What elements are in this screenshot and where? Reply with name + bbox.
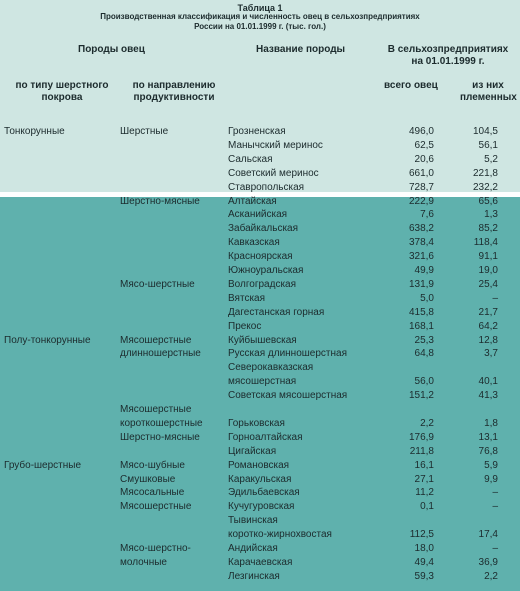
cell-total-sheep: 62,5	[414, 139, 434, 151]
cell-total-sheep: 176,9	[408, 431, 434, 443]
cell-pedigree: 41,3	[478, 390, 498, 402]
cell-breed-name: Ставропольская	[228, 181, 305, 193]
cell-total-sheep: 131,9	[408, 278, 434, 290]
cell-breed-name: Красноярская	[228, 251, 293, 263]
cell-breed-name: Южноуральская	[228, 265, 304, 276]
cell-breed-name: Северокавказская	[228, 362, 314, 374]
cell-breed-name: Вятская	[228, 292, 266, 304]
cell-pedigree: 232,2	[472, 181, 498, 193]
cell-total-sheep: 7,6	[420, 209, 434, 221]
cell-productivity: Шерстно-мясные	[120, 431, 200, 443]
cell-breed-name: коротко-жирнохвостая	[228, 529, 332, 541]
cell-productivity: короткошерстные	[120, 417, 203, 429]
cell-breed-name: Манычский меринос	[228, 139, 323, 151]
cell-pedigree: 21,7	[478, 306, 498, 318]
cell-total-sheep: 18,0	[414, 543, 434, 554]
cell-productivity: Мясошерстные	[120, 404, 192, 415]
cell-total-sheep: 11,2	[415, 487, 434, 499]
cell-pedigree: –	[492, 501, 498, 513]
cell-breed-name: Русская длинношерстная	[228, 348, 347, 360]
cell-breed-name: Сальская	[228, 153, 273, 165]
cell-total-sheep: 378,4	[408, 237, 434, 249]
cell-breed-name: Цигайская	[228, 445, 277, 457]
cell-breed-name: Советская мясошерстная	[228, 390, 348, 402]
cell-pedigree: 17,4	[478, 529, 498, 541]
cell-breed-name: Советский меринос	[228, 167, 319, 179]
table-number: Таблица 1	[237, 3, 283, 13]
cell-productivity: Шерстные	[120, 126, 169, 137]
cell-wool-type: Тонкорунные	[4, 126, 65, 137]
cell-wool-type: Грубо-шерстные	[4, 459, 82, 471]
cell-pedigree: 221,8	[472, 167, 498, 179]
cell-total-sheep: 25,3	[414, 334, 434, 346]
cell-pedigree: 40,1	[478, 376, 498, 388]
header-by-wool-line2: покрова	[41, 92, 83, 103]
cell-breed-name: Лезгинская	[228, 570, 280, 582]
cell-productivity: Мясо-шубные	[120, 459, 185, 471]
cell-total-sheep: 151,2	[408, 390, 434, 402]
cell-breed-name: Асканийская	[228, 209, 288, 221]
cell-pedigree: 64,2	[478, 320, 498, 332]
cell-total-sheep: 415,8	[408, 306, 434, 318]
cell-total-sheep: 728,7	[408, 181, 434, 193]
cell-breed-name: Волгоградская	[228, 278, 297, 290]
cell-pedigree: 3,7	[484, 348, 498, 360]
cell-breed-name: Горноалтайская	[228, 431, 303, 443]
table-caption-line1: Производственная классификация и численность овец в сельхозпредприятиях	[100, 12, 420, 21]
cell-productivity: длинношерстные	[120, 348, 201, 360]
cell-total-sheep: 2,2	[420, 417, 434, 429]
header-by-prod-line1: по направлению	[132, 80, 216, 91]
cell-total-sheep: 168,1	[408, 320, 434, 332]
cell-total-sheep: 49,9	[414, 265, 434, 276]
cell-total-sheep: 64,8	[414, 348, 434, 360]
cell-productivity: Мясо-шерстные	[120, 278, 195, 290]
cell-breed-name: Алтайская	[228, 195, 277, 207]
cell-pedigree: 1,3	[484, 209, 498, 221]
header-of-them	[460, 80, 516, 104]
cell-breed-name: Андийская	[228, 543, 278, 554]
table-caption-line2: России на 01.01.1999 г. (тыс. гол.)	[194, 22, 326, 31]
cell-productivity: Шерстно-мясные	[120, 195, 200, 207]
cell-breed-name: Кавказская	[228, 237, 280, 249]
cell-pedigree: 5,9	[484, 459, 498, 471]
header-farms	[380, 44, 516, 68]
cell-breed-name: Забайкальская	[228, 223, 299, 235]
cell-breed-name: Куйбышевская	[228, 334, 297, 346]
header-total-sheep: всего овец	[384, 80, 438, 91]
cell-total-sheep: 222,9	[408, 195, 434, 207]
cell-breed-name: Горьковская	[228, 417, 285, 429]
header-by-wool	[8, 80, 116, 104]
cell-productivity: Мясосальные	[120, 487, 185, 499]
header-breed-name: Название породы	[256, 44, 346, 55]
cell-pedigree: 104,5	[472, 126, 498, 137]
cell-breed-name: Грозненская	[228, 126, 286, 137]
cell-pedigree: 56,1	[478, 139, 498, 151]
cell-breed-name: мясошерстная	[228, 376, 297, 388]
cell-total-sheep: 49,4	[414, 556, 434, 568]
cell-pedigree: 13,1	[478, 431, 498, 443]
cell-pedigree: 91,1	[478, 251, 498, 263]
header-farms-line2: на 01.01.1999 г.	[411, 56, 485, 67]
cell-total-sheep: 20,6	[414, 153, 434, 165]
cell-breed-name: Эдильбаевская	[228, 487, 300, 499]
cell-breed-name: Романовская	[228, 459, 290, 471]
cell-breed-name: Карачаевская	[228, 556, 293, 568]
table-caption	[40, 12, 480, 32]
cell-total-sheep: 16,1	[414, 459, 434, 471]
cell-total-sheep: 56,0	[414, 376, 434, 388]
cell-pedigree: 12,8	[478, 334, 498, 346]
cell-total-sheep: 27,1	[414, 473, 434, 485]
cell-total-sheep: 321,6	[408, 251, 434, 263]
cell-pedigree: 9,9	[484, 473, 498, 485]
cell-pedigree: –	[492, 292, 498, 304]
cell-pedigree: 1,8	[484, 417, 498, 429]
cell-breed-name: Кучугуровская	[228, 501, 295, 513]
cell-pedigree: 2,2	[484, 570, 498, 582]
cell-pedigree: 19,0	[478, 265, 498, 276]
cell-pedigree: 118,4	[473, 237, 498, 249]
cell-total-sheep: 0,1	[420, 501, 434, 513]
header-of-them-line2: племенных	[460, 92, 517, 103]
cell-breed-name: Прекос	[228, 320, 262, 332]
cell-pedigree: 85,2	[478, 223, 498, 235]
header-by-prod-line2: продуктивности	[133, 92, 215, 103]
cell-breed-name: Каракульская	[228, 473, 292, 485]
cell-productivity: Смушковые	[120, 473, 176, 485]
header-breeds-group: Породы овец	[78, 44, 145, 55]
cell-pedigree: 65,6	[478, 195, 498, 207]
header-by-prod	[124, 80, 224, 104]
cell-pedigree: 25,4	[478, 278, 498, 290]
cell-breed-name: Тывинская	[228, 515, 278, 527]
cell-total-sheep: 661,0	[408, 167, 434, 179]
cell-total-sheep: 496,0	[408, 126, 434, 137]
header-farms-line1: В сельхозпредприятиях	[387, 44, 509, 55]
cell-productivity: Мясо-шерстно-	[120, 543, 191, 554]
header-by-wool-line1: по типу шерстного	[15, 80, 109, 91]
cell-productivity: Мясошерстные	[120, 334, 192, 346]
cell-total-sheep: 59,3	[414, 570, 434, 582]
cell-productivity: Мясошерстные	[120, 501, 192, 513]
cell-total-sheep: 112,5	[409, 529, 434, 541]
cell-pedigree: –	[492, 543, 498, 554]
cell-productivity: молочные	[120, 556, 167, 568]
cell-total-sheep: 638,2	[408, 223, 434, 235]
cell-total-sheep: 211,8	[409, 445, 434, 457]
cell-pedigree: 36,9	[478, 556, 498, 568]
header-of-them-line1: из них	[472, 80, 504, 91]
cell-breed-name: Дагестанская горная	[228, 306, 325, 318]
cell-wool-type: Полу-тонкорунные	[4, 334, 91, 346]
cell-pedigree: –	[492, 487, 498, 499]
cell-pedigree: 76,8	[478, 445, 498, 457]
cell-total-sheep: 5,0	[420, 292, 434, 304]
cell-pedigree: 5,2	[484, 153, 498, 165]
